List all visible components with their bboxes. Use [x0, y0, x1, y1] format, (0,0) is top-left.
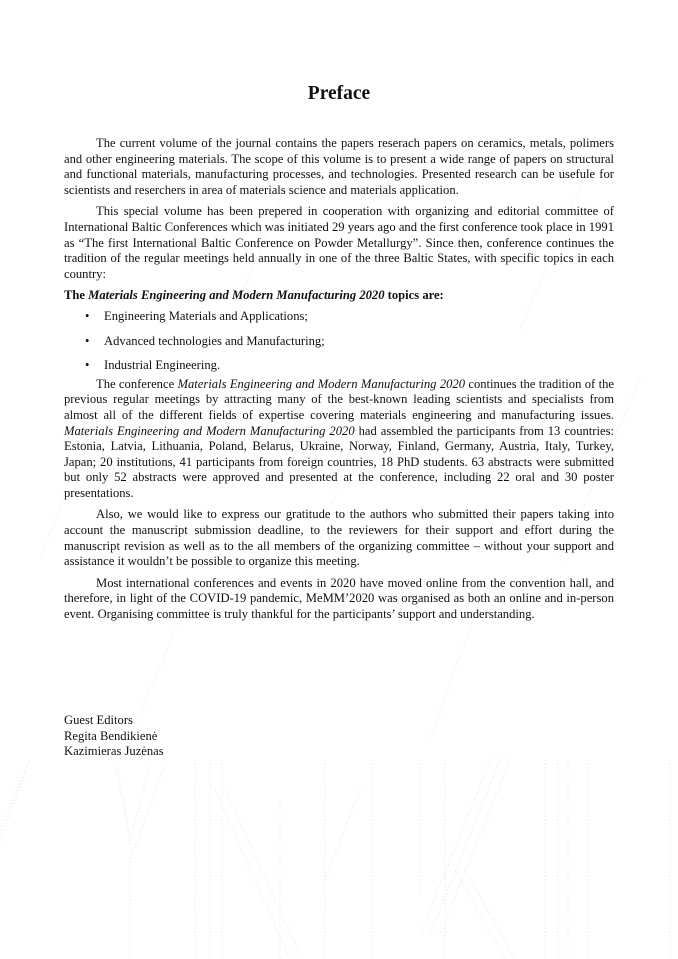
bullet-icon: •: [85, 358, 90, 373]
list-item: [64, 358, 614, 374]
topic-label: Engineering Materials and Applications;: [104, 308, 308, 323]
paragraph-scope: The current volume of the journal contains the papers reserach papers on ceramics, metals, polimers and other engineering materials. The scope of this volume is to present a wide range of papers on structural and functional materials, manufacturing processes, and technologies. Presented research can be usefule for scientists and reserchers in area of materials science and materials application.: [64, 136, 614, 197]
topics-heading: [64, 288, 614, 304]
list-item: [64, 309, 614, 325]
topics-list: [64, 309, 614, 374]
paragraph-conference: [64, 377, 614, 502]
preface-body: [64, 136, 614, 629]
paragraph-history: This special volume has been prepered in cooperation with organizing and editorial committee of International Baltic Conferences which was initiated 29 years ago and the first conference took place in 1991 as “The first International Baltic Conference on Powder Metallurgy”. Since then, conference continues the tradition of the regular meetings held annually in one of the three Baltic States, with specific topics in each country:: [64, 204, 614, 281]
paragraph-gratitude: Also, we would like to express our gratitude to the authors who submitted their papers taking into account the manuscript submission deadline, to the reviewers for their support and effort during the manuscript revision as well as to the all members of the organizing committee – without your support and assistance it wouldn’t be possible to organize this meeting.: [64, 507, 614, 569]
topic-label: Industrial Engineering.: [104, 358, 221, 373]
page-title: Preface: [307, 83, 371, 104]
bullet-icon: •: [85, 308, 90, 323]
topics-heading-prefix: The: [64, 288, 89, 303]
conference-name: Materials Engineering and Modern Manufacturing 2020: [64, 423, 355, 438]
topics-heading-suffix: topics are:: [384, 288, 444, 303]
paragraph-covid: Most international conferences and events in 2020 have moved online from the convention hall, and therefore, in light of the COVID-19 pandemic, MeMM’2020 was organised as both an online and in-person event. Organising committee is truly thankful for the participants’ support and understanding.: [64, 575, 614, 622]
text-run: had assembled the participants from 13 countries: Estonia, Latvia, Lithuania, Poland, Belarus, Ukraine, Norway, Finland, Germany, Austria, Italy, Turkey, Japan; 20 institutions, 41 participants from foreign countries, 18 PhD students. 63 abstracts were submitted but only 52 abstracts were approved and presented at the conference, including 22 oral and 30 poster presentations.: [64, 423, 614, 500]
signature-role: Guest Editors: [64, 713, 133, 727]
editor-name: Regita Bendikienė: [64, 728, 158, 743]
signature-block: [64, 713, 164, 760]
topic-label: Advanced technologies and Manufacturing;: [104, 333, 325, 348]
conference-name: Materials Engineering and Modern Manufacturing 2020: [177, 376, 466, 391]
bullet-icon: •: [85, 333, 90, 348]
text-run: The conference: [96, 376, 178, 391]
conference-name: Materials Engineering and Modern Manufacturing 2020: [88, 288, 385, 303]
list-item: [64, 334, 614, 350]
text-run: continues the tradition of the previous regular meetings by attracting many of the best-known leading scientists and specialists from almost all of the different fields of expertise covering materials engineering and manufacturing issues.: [64, 376, 614, 422]
editor-name: Kazimieras Juzėnas: [64, 744, 164, 758]
